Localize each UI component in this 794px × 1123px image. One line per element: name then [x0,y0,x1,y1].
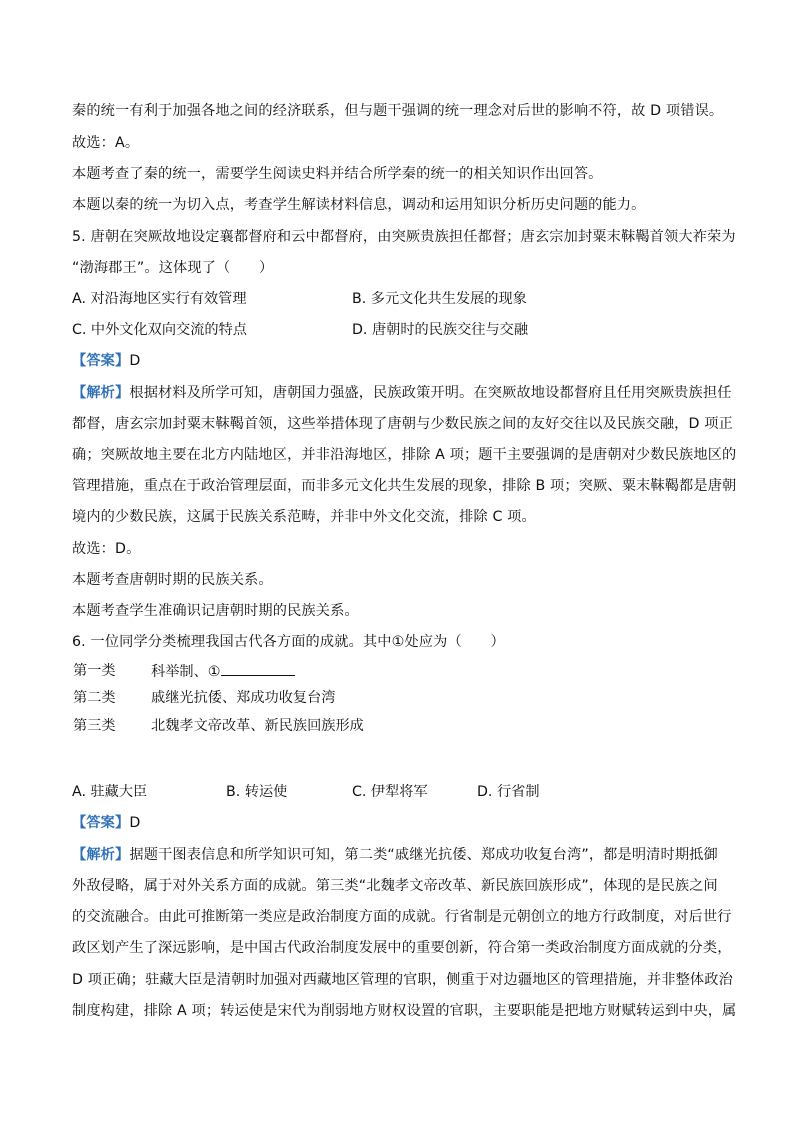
answer-blank [221,661,295,676]
q5-option-b: B. 多元文化共生发展的现象 [352,291,527,307]
q5-analysis-line: 确；突厥故地主要在北方内陆地区，并非沿海地区，排除 A 项；题干主要强调的是唐朝对少数民族地区的 [72,447,737,463]
q5-option-a: A. 对沿海地区实行有效管理 [72,291,247,307]
q6-option-b: B. 转运使 [226,784,288,800]
answer-tag: 【答案】 [72,353,130,369]
question-5-stem: “渤海郡王”。这体现了（ ） [72,260,274,276]
table-content: 戚继光抗倭、郑成功收复台湾 [151,690,336,706]
text-line: 故选：A。 [72,135,140,151]
q5-conclusion: 故选：D。 [72,541,141,557]
text-line: 本题以秦的统一为切入点，考查学生解读材料信息，调动和运用知识分析历史问题的能力。 [72,197,646,213]
table-content: 北魏孝文帝改革、新民族回族形成 [151,718,364,734]
q5-note: 本题考查唐朝时期的民族关系。 [72,572,273,588]
q5-answer [72,351,140,371]
q6-option-c: C. 伊犁将军 [352,784,428,800]
q5-analysis-line: 都督，唐玄宗加封粟末靺鞨首领，这些举措体现了唐朝与少数民族之间的友好交往以及民族交融，D 项正 [72,416,733,432]
answer-value: D [129,815,141,831]
q5-analysis-line: 管理措施，重点在于政治管理层面，而非多元文化共生发展的现象，排除 B 项；突厥、粟末靺鞨都是唐朝 [72,478,737,494]
analysis-tag: 【解析】 [72,847,130,863]
q6-analysis-line: 【解析】据题干图表信息和所学知识可知，第二类“戚继光抗倭、郑成功收复台湾”，都是明清时期抵御 [72,847,718,863]
q6-option-d: D. 行省制 [477,784,540,800]
q6-analysis-line: D 项正确；驻藏大臣是清朝时加强对西藏地区管理的官职，侧重于对边疆地区的管理措施，并非整体政治 [72,972,733,988]
q5-option-c: C. 中外文化双向交流的特点 [72,322,247,338]
text-line: 秦的统一有利于加强各地之间的经济联系，但与题干强调的统一理念对后世的影响不符，故 D 项错误。 [72,103,724,119]
text-line: 本题考查了秦的统一，需要学生阅读史料并结合所学秦的统一的相关知识作出回答。 [72,166,603,182]
table-content: 科举制、① [151,661,295,682]
q5-option-d: D. 唐朝时的民族交往与交融 [352,322,529,338]
analysis-tag: 【解析】 [72,385,130,401]
q5-analysis-line: 【解析】根据材料及所学可知，唐朝国力强盛，民族政策开明。在突厥故地设都督府且任用突厥贵族担任 [72,385,732,401]
question-6-stem: 6. 一位同学分类梳理我国古代各方面的成就。其中①处应为（ ） [72,634,505,650]
table-label: 第二类 [73,690,116,706]
answer-value: D [129,353,141,369]
q5-note: 本题考查学生准确识记唐朝时期的民族关系。 [72,603,359,619]
q6-analysis-line: 的交流融合。由此可推断第一类应是政治制度方面的成就。行省制是元朝创立的地方行政制度，对后世行 [72,909,732,925]
q6-option-a: A. 驻藏大臣 [72,784,148,800]
table-label: 第三类 [73,718,116,734]
answer-tag: 【答案】 [72,815,130,831]
q6-analysis-line: 外敌侵略，属于对外关系方面的成就。第三类“北魏孝文帝改革、新民族回族形成”，体现的是民族之间 [72,878,718,894]
q6-analysis-line: 制度构建，排除 A 项；转运使是宋代为削弱地方财权设置的官职，主要职能是把地方财赋转运到中央，属 [72,1003,737,1019]
q6-answer [72,813,140,833]
q6-analysis-line: 政区划产生了深远影响，是中国古代政治制度发展中的重要创新，符合第一类政治制度方面成就的分类， [72,940,732,956]
q5-analysis-line: 境内的少数民族，这属于民族关系范畴，并非中外文化交流，排除 C 项。 [72,509,536,525]
question-5-stem: 5. 唐朝在突厥故地设定襄都督府和云中都督府，由突厥贵族担任都督；唐玄宗加封粟末靺鞨首领大祚荣为 [72,229,736,245]
table-label: 第一类 [73,663,116,679]
